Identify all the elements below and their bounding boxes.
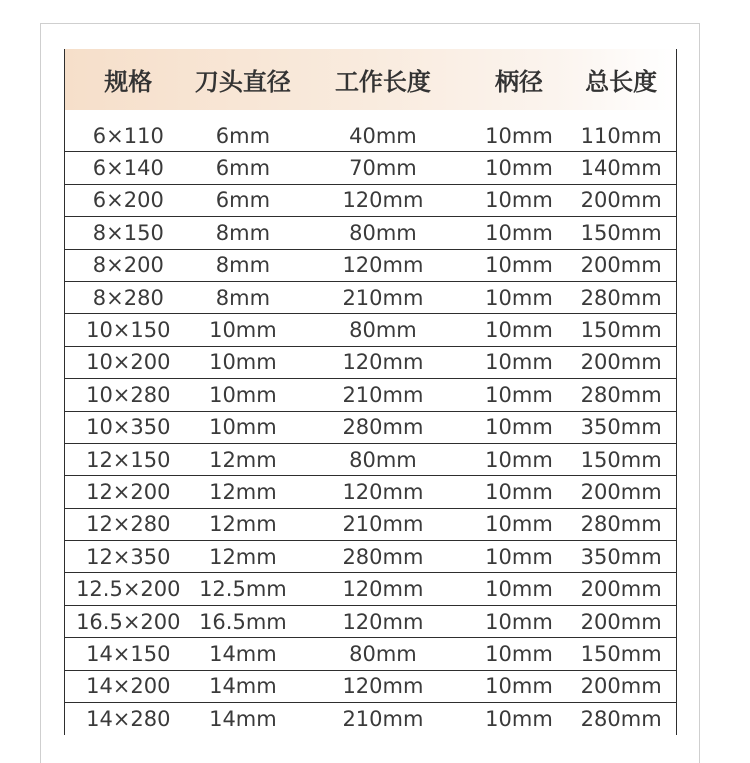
table-cell: 10×280 <box>86 382 171 407</box>
table-cell: 40mm <box>349 123 417 148</box>
table-cell: 10mm <box>485 479 553 504</box>
table-cell: 140mm <box>580 156 662 181</box>
table-row <box>65 120 676 152</box>
table-cell: 280mm <box>342 544 424 569</box>
table-cell: 6mm <box>215 188 271 213</box>
table-cell: 10mm <box>485 382 553 407</box>
table-cell: 350mm <box>580 415 662 440</box>
table-cell: 210mm <box>342 285 424 310</box>
table-row <box>65 185 676 217</box>
table-row <box>65 347 676 379</box>
table-cell: 120mm <box>342 188 424 213</box>
table-cell: 150mm <box>580 220 662 245</box>
table-cell: 14×200 <box>86 674 171 699</box>
table-cell: 350mm <box>580 544 662 569</box>
header-head-diameter: 刀头直径 <box>194 68 291 96</box>
table-row <box>65 379 676 411</box>
table-cell: 150mm <box>580 447 662 472</box>
table-cell: 14×150 <box>86 641 171 666</box>
table-cell: 12.5mm <box>199 577 287 602</box>
table-row <box>65 671 676 703</box>
table-cell: 8×150 <box>92 220 164 245</box>
table-cell: 120mm <box>342 253 424 278</box>
table-cell: 80mm <box>349 220 417 245</box>
table-cell: 200mm <box>580 609 662 634</box>
table-row <box>65 444 676 476</box>
table-cell: 10mm <box>485 188 553 213</box>
table-cell: 120mm <box>342 674 424 699</box>
table-row <box>65 282 676 314</box>
table-cell: 12×350 <box>86 544 171 569</box>
table-cell: 10mm <box>485 220 553 245</box>
table-cell: 16.5mm <box>199 609 287 634</box>
table-cell: 6×110 <box>92 123 164 148</box>
table-row <box>65 638 676 670</box>
table-cell: 280mm <box>580 382 662 407</box>
table-cell: 280mm <box>580 707 662 732</box>
table-cell: 200mm <box>580 577 662 602</box>
table-cell: 14mm <box>209 707 277 732</box>
table-cell: 12mm <box>209 479 277 504</box>
table-cell: 80mm <box>349 447 417 472</box>
table-row <box>65 606 676 638</box>
table-cell: 120mm <box>342 479 424 504</box>
table-cell: 12mm <box>209 447 277 472</box>
table-cell: 210mm <box>342 707 424 732</box>
table-cell: 280mm <box>580 285 662 310</box>
table-cell: 10×150 <box>86 318 171 343</box>
header-spec: 规格 <box>104 68 153 96</box>
table-cell: 10mm <box>485 318 553 343</box>
table-cell: 10mm <box>209 415 277 440</box>
table-cell: 14mm <box>209 641 277 666</box>
table-cell: 200mm <box>580 350 662 375</box>
table-cell: 200mm <box>580 188 662 213</box>
table-cell: 10mm <box>485 156 553 181</box>
table-cell: 14×280 <box>86 707 171 732</box>
table-cell: 70mm <box>349 156 417 181</box>
table-cell: 120mm <box>342 577 424 602</box>
table-cell: 120mm <box>342 609 424 634</box>
table-cell: 10×200 <box>86 350 171 375</box>
table-cell: 10mm <box>485 123 553 148</box>
header-working-length: 工作长度 <box>334 68 431 96</box>
table-cell: 12×200 <box>86 479 171 504</box>
table-cell: 80mm <box>349 318 417 343</box>
table-cell: 8×200 <box>92 253 164 278</box>
table-cell: 6mm <box>215 123 271 148</box>
table-cell: 8mm <box>215 285 271 310</box>
table-cell: 12×150 <box>86 447 171 472</box>
table-cell: 280mm <box>342 415 424 440</box>
table-cell: 12mm <box>209 544 277 569</box>
table-cell: 10mm <box>485 350 553 375</box>
table-cell: 10mm <box>485 707 553 732</box>
table-cell: 150mm <box>580 318 662 343</box>
table-cell: 120mm <box>342 350 424 375</box>
table-cell: 110mm <box>580 123 662 148</box>
table-cell: 200mm <box>580 479 662 504</box>
table-cell: 10mm <box>485 447 553 472</box>
table-row <box>65 412 676 444</box>
table-body <box>65 120 676 735</box>
table-cell: 150mm <box>580 641 662 666</box>
table-cell: 10mm <box>485 577 553 602</box>
table-cell: 200mm <box>580 674 662 699</box>
table-cell: 12mm <box>209 512 277 537</box>
table-row <box>65 509 676 541</box>
table-cell: 16.5×200 <box>76 609 181 634</box>
spec-table <box>64 49 677 735</box>
table-cell: 6mm <box>215 156 271 181</box>
table-cell: 210mm <box>342 382 424 407</box>
table-cell: 280mm <box>580 512 662 537</box>
table-cell: 80mm <box>349 641 417 666</box>
table-cell: 10mm <box>485 674 553 699</box>
table-cell: 10mm <box>485 609 553 634</box>
table-cell: 200mm <box>580 253 662 278</box>
table-cell: 8mm <box>215 253 271 278</box>
table-cell: 10mm <box>209 382 277 407</box>
table-cell: 6×140 <box>92 156 164 181</box>
table-row <box>65 314 676 346</box>
table-cell: 10mm <box>209 318 277 343</box>
table-row <box>65 476 676 508</box>
table-cell: 14mm <box>209 674 277 699</box>
table-cell: 10mm <box>485 512 553 537</box>
table-cell: 8mm <box>215 220 271 245</box>
header-total-length: 总长度 <box>585 68 658 96</box>
header-gap <box>65 110 676 120</box>
table-cell: 8×280 <box>92 285 164 310</box>
table-row <box>65 703 676 735</box>
table-row <box>65 152 676 184</box>
table-row <box>65 217 676 249</box>
header-shank-diameter: 柄径 <box>495 68 543 96</box>
table-row <box>65 573 676 605</box>
table-cell: 12×280 <box>86 512 171 537</box>
table-cell: 10mm <box>485 641 553 666</box>
table-row <box>65 541 676 573</box>
table-cell: 10mm <box>485 415 553 440</box>
table-cell: 12.5×200 <box>76 577 181 602</box>
table-cell: 10mm <box>209 350 277 375</box>
table-header <box>65 49 676 110</box>
table-cell: 10×350 <box>86 415 171 440</box>
table-cell: 10mm <box>485 285 553 310</box>
table-cell: 10mm <box>485 544 553 569</box>
table-cell: 210mm <box>342 512 424 537</box>
table-row <box>65 250 676 282</box>
table-cell: 10mm <box>485 253 553 278</box>
table-cell: 6×200 <box>92 188 164 213</box>
